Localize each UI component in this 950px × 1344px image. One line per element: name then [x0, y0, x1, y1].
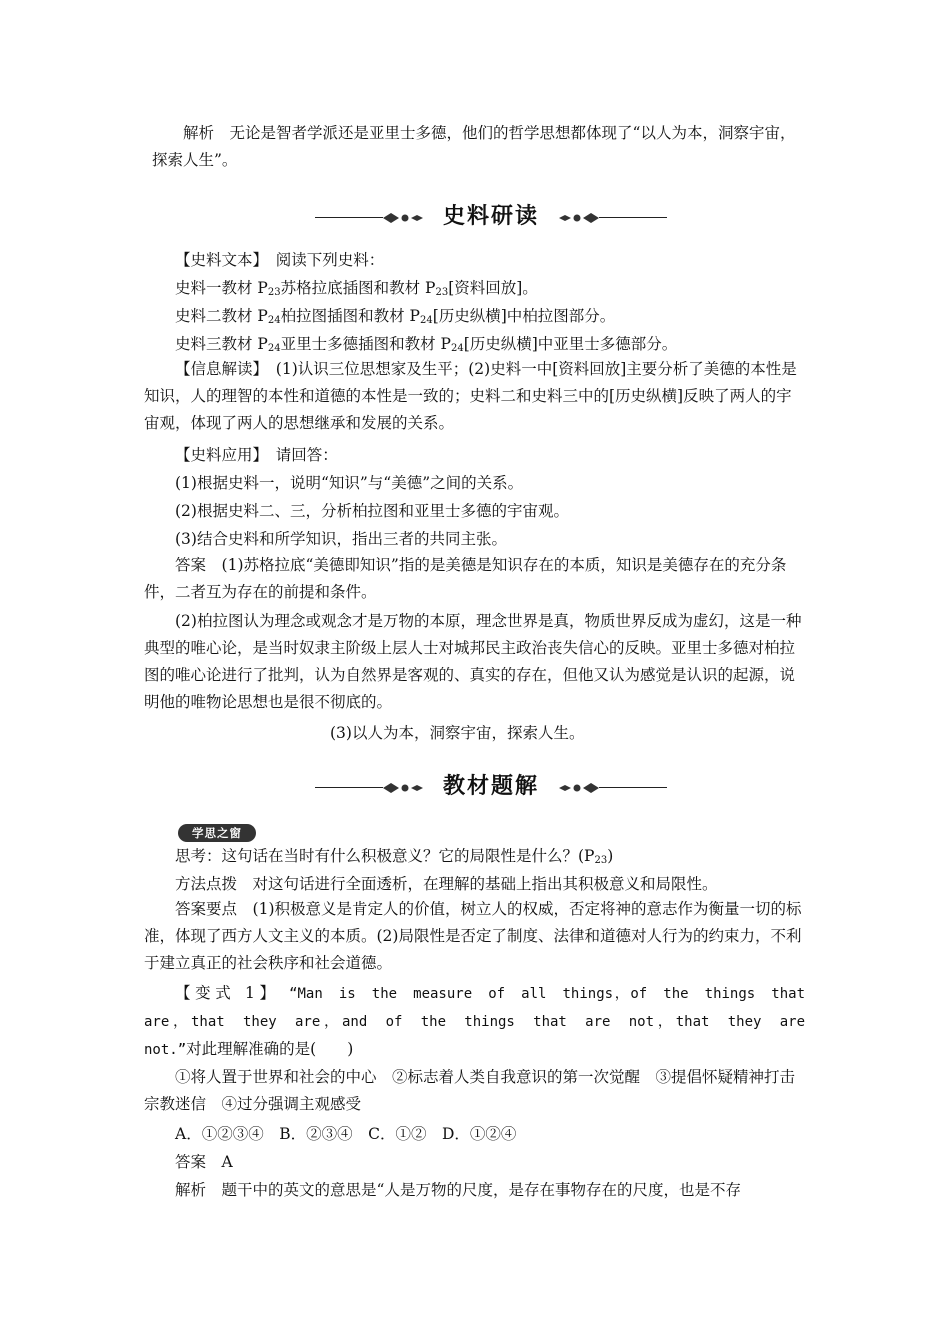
- choices-line: A．①②③④ B．②③④ C．①② D．①②④: [175, 1125, 517, 1143]
- text: 史料二教材 P: [175, 307, 268, 325]
- text: 阅读下列史料：: [275, 251, 385, 269]
- apply-heading: [175, 445, 338, 465]
- subscript: 24: [450, 343, 464, 354]
- question-1: (1)根据史料一，说明“知识”与“美德”之间的关系。: [175, 474, 524, 492]
- diamond-ornament-icon: [555, 779, 601, 797]
- answer-value: A: [221, 1153, 233, 1171]
- text: 题干中的英文的意思是“人是万物的尺度，是存在事物存在的尺度，也是不存: [221, 1181, 741, 1199]
- text: (1)积极意义是肯定人的价值，树立人的权威，否定将神的意志作为衡量一切的标准，体现了西方人文主义的本质。(2)局限性是否定了制度、法律和道德对人行为的约束力，不利于建立真正的社会秩序和社会道德。: [144, 900, 802, 972]
- label: 方法点拨: [175, 875, 238, 893]
- answer-label: 答案: [175, 556, 207, 574]
- subscript: 23: [435, 287, 449, 298]
- answer-2: (2)柏拉图认为理念或观念才是万物的本原，理念世界是真，物质世界反成为虚幻，这是一种典型的唯心论，是当时奴隶主阶级上层人士对城邦民主政治丧失信心的反映。亚里士多德对柏拉图的唯心论进行了批判，认为自然界是客观的、真实的存在，但他又认为感觉是认识的起源，说明他的唯物论思想也是很不彻底的。: [144, 612, 802, 711]
- intro-analysis: [152, 120, 802, 174]
- section-title: 教材题解: [442, 774, 539, 799]
- think-question: [175, 846, 613, 866]
- label: 【信息解读】: [175, 360, 261, 378]
- question-2: (2)根据史料二、三，分析柏拉图和亚里士多德的宇宙观。: [175, 502, 569, 520]
- text: (1)苏格拉底“美德即知识”指的是美德是知识存在的本质，知识是美德存在的充分条件，二者互为存在的前提和条件。: [144, 556, 787, 601]
- text: 苏格拉底插图和教材 P: [280, 279, 436, 297]
- question-text: 对此理解准确的是( ): [186, 1040, 354, 1058]
- subscript: 23: [594, 855, 608, 866]
- material-2: [175, 306, 615, 326]
- diamond-ornament-icon: [555, 209, 601, 227]
- label: 答案要点: [175, 900, 238, 918]
- section-heading-jiaocai: [315, 768, 667, 808]
- subscript: 24: [267, 343, 281, 354]
- analysis-label: 解析: [183, 124, 215, 142]
- text: ): [607, 847, 614, 865]
- text-line: [175, 250, 384, 270]
- text: [资料回放]。: [448, 279, 538, 297]
- label: 【史料应用】: [175, 446, 261, 464]
- section-heading-shiliao: [315, 198, 667, 238]
- section-title: 史料研读: [442, 204, 539, 229]
- text: 史料三教材 P: [175, 335, 268, 353]
- text: 请回答：: [275, 446, 338, 464]
- subscript: 24: [267, 315, 281, 326]
- subscript: 24: [419, 315, 433, 326]
- answer-line: [175, 1152, 233, 1172]
- options-statements: ①将人置于世界和社会的中心 ②标志着人类自我意识的第一次觉醒 ③提倡怀疑精神打击宗教迷信 ④过分强调主观感受: [144, 1068, 796, 1113]
- answer-3: (3)以人为本，洞察宇宙，探索人生。: [330, 724, 585, 742]
- text: [历史纵横]中亚里士多德部分。: [463, 335, 678, 353]
- answer-key-points: [144, 896, 805, 977]
- label: 【史料文本】: [175, 251, 261, 269]
- english-quote: “Man is the measure of all things，of the things that are，that they are，and of the things that are not，that they are not.”: [144, 986, 805, 1058]
- text: 史料一教材 P: [175, 279, 268, 297]
- material-3: [175, 334, 677, 354]
- material-1: [175, 278, 538, 298]
- info-reading: [144, 356, 805, 437]
- text: 思考：这句话在当时有什么积极意义？它的局限性是什么？(P: [175, 847, 595, 865]
- text: 对这句话进行全面透析，在理解的基础上指出其积极意义和局限性。: [252, 875, 718, 893]
- variant-label: 【变式 1】: [175, 984, 272, 1002]
- answer-label: 答案: [175, 1153, 207, 1171]
- answer-1: [144, 552, 805, 606]
- subscript: 23: [267, 287, 281, 298]
- text: (1)认识三位思想家及生平；(2)史料一中[资料回放]主要分析了美德的本性是知识，人的理智的本性和道德的本性是一致的；史料二和史料三中的[历史纵横]反映了两人的宇宙观，体现了两人的思想继承和发展的关系。: [144, 360, 797, 432]
- question-3: (3)结合史料和所学知识，指出三者的共同主张。: [175, 530, 507, 548]
- text: [历史纵横]中柏拉图部分。: [432, 307, 616, 325]
- xuesi-window-badge: 学思之窗: [178, 824, 256, 842]
- analysis-text: 无论是智者学派还是亚里士多德，他们的哲学思想都体现了“以人为本，洞察宇宙，探索人生”。: [152, 124, 796, 169]
- analysis-label: 解析: [175, 1181, 207, 1199]
- text: 亚里士多德插图和教材 P: [280, 335, 451, 353]
- method-hint: [175, 874, 718, 894]
- analysis-line: [175, 1180, 741, 1200]
- variant-question: [144, 980, 805, 1064]
- text: 柏拉图插图和教材 P: [280, 307, 420, 325]
